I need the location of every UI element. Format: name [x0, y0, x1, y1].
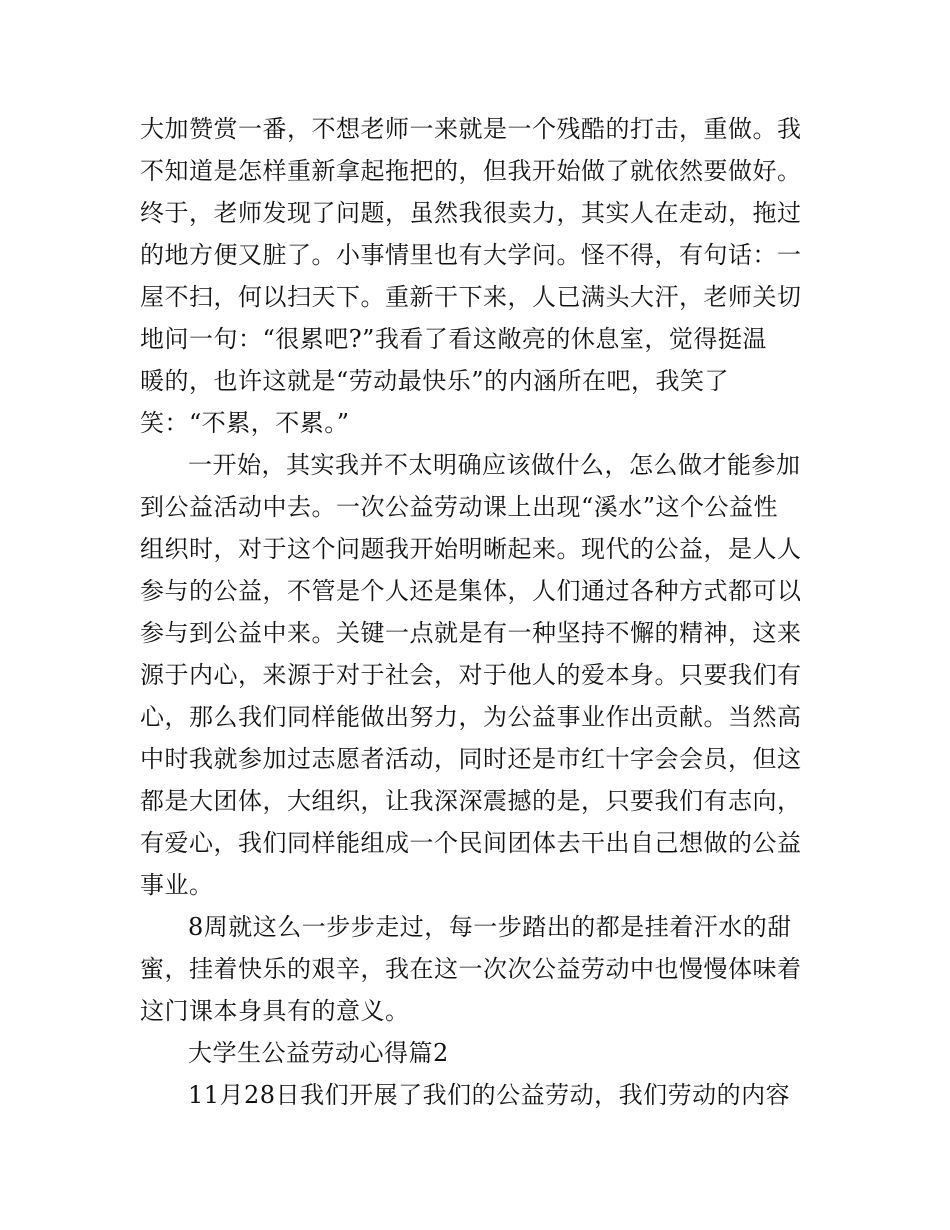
- text-line: 蜜，挂着快乐的艰辛，我在这一次次公益劳动中也慢慢体味着: [140, 955, 802, 983]
- text-line: 有爱心，我们同样能组成一个民间团体去干出自己想做的公益: [140, 829, 802, 857]
- text-line: 都是大团体，大组织，让我深深震撼的是，只要我们有志向，: [140, 787, 802, 815]
- paragraph-4: [140, 1074, 820, 1116]
- text-line: 的地方便又脏了。小事情里也有大学问。怪不得，有句话：一: [140, 241, 802, 269]
- text-line: 11月28日我们开展了我们的公益劳动，我们劳动的内容: [188, 1081, 791, 1109]
- text-line: 暖的，也许这就是“劳动最快乐”的内涵所在吧，我笑了: [140, 367, 730, 395]
- text-line: 组织时，对于这个问题我开始明晰起来。现代的公益，是人人: [140, 535, 802, 563]
- text-line: 不知道是怎样重新拿起拖把的，但我开始做了就依然要做好。: [140, 157, 802, 185]
- text-line: 这门课本身具有的意义。: [140, 997, 410, 1025]
- text-line: 参与到公益中来。关键一点就是有一种坚持不懈的精神，这来: [140, 619, 802, 647]
- text-line: 事业。: [140, 871, 214, 899]
- text-line: 一开始，其实我并不太明确应该做什么，怎么做才能参加: [188, 451, 801, 479]
- text-line: 心，那么我们同样能做出努力，为公益事业作出贡献。当然高: [140, 703, 802, 731]
- text-line: 大加赞赏一番，不想老师一来就是一个残酷的打击，重做。我: [140, 115, 802, 143]
- text-line: 源于内心，来源于对于社会，对于他人的爱本身。只要我们有: [140, 661, 802, 689]
- document-body: [140, 108, 820, 1116]
- text-line: 地问一句：“很累吧?”我看了看这敞亮的休息室，觉得挺温: [140, 325, 767, 353]
- text-line: 终于，老师发现了问题，虽然我很卖力，其实人在走动，拖过: [140, 199, 802, 227]
- paragraph-1: [140, 108, 820, 444]
- text-line: 参与的公益，不管是个人还是集体，人们通过各种方式都可以: [140, 577, 802, 605]
- text-line: 中时我就参加过志愿者活动，同时还是市红十字会会员，但这: [140, 745, 802, 773]
- text-line: 到公益活动中去。一次公益劳动课上出现“溪水”这个公益性: [140, 493, 779, 521]
- text-line: 屋不扫，何以扫天下。重新干下来，人已满头大汗，老师关切: [140, 283, 802, 311]
- section-title: 大学生公益劳动心得篇2: [188, 1039, 449, 1067]
- paragraph-2: [140, 444, 820, 906]
- text-line: 8周就这么一步步走过，每一步踏出的都是挂着汗水的甜: [188, 913, 792, 941]
- section-heading: [140, 1032, 820, 1074]
- paragraph-3: [140, 906, 820, 1032]
- text-line: 笑：“不累，不累。”: [140, 409, 350, 437]
